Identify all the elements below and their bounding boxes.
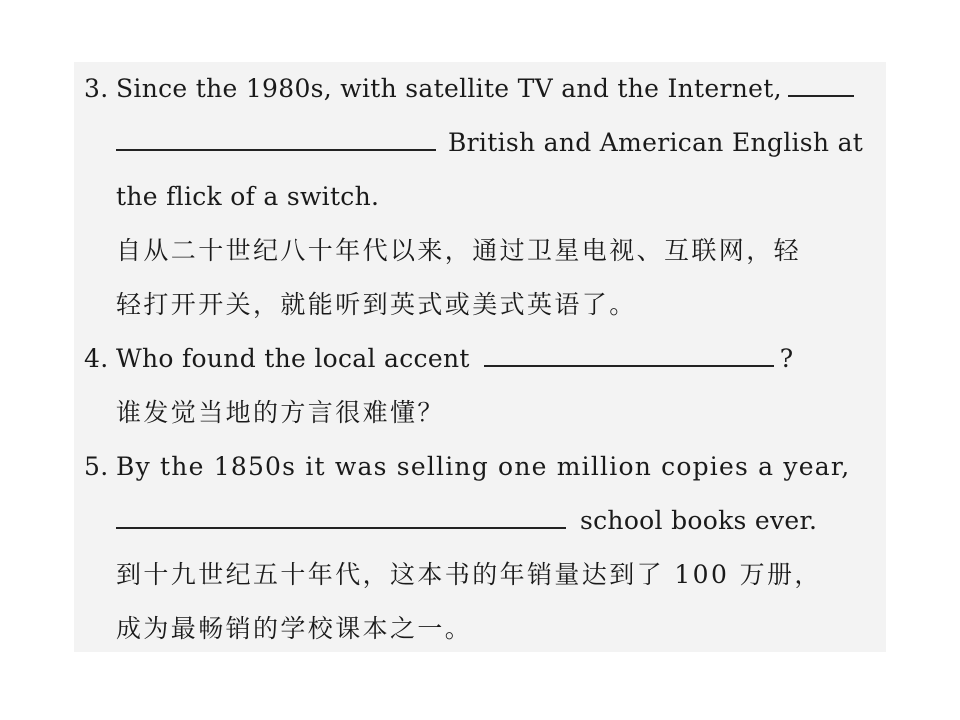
item-3-line-2: [116, 127, 863, 159]
item-number: 5.: [84, 452, 109, 481]
item-3-english-text-1: Since the 1980s, with satellite TV and the Internet,: [116, 74, 782, 103]
item-3-line-1: [84, 73, 860, 105]
item-3-chinese-text-1: 自从二十世纪八十年代以来，通过卫星电视、互联网，轻: [116, 236, 802, 265]
answer-blank-4[interactable]: [484, 345, 774, 367]
item-5-chinese-line-2: [116, 613, 472, 645]
item-number: 3.: [84, 74, 109, 103]
item-5-line-1: [84, 451, 850, 483]
item-5-line-2: [116, 505, 817, 537]
item-5-english-text-1: By the 1850s it was selling one million copies a year,: [116, 452, 851, 481]
item-5-chinese-line-1: [116, 559, 822, 591]
item-5-chinese-text-2: 成为最畅销的学校课本之一。: [116, 614, 473, 643]
item-number: 4.: [84, 344, 109, 373]
item-3-line-3: [116, 181, 379, 213]
answer-blank-3a[interactable]: [788, 75, 854, 97]
item-5-english-text-2: school books ever.: [580, 506, 818, 535]
item-3-english-text-3: the flick of a switch.: [116, 182, 380, 211]
item-3-chinese-line-2: [116, 289, 637, 321]
item-4-chinese-line-1: [116, 397, 445, 429]
answer-blank-3b[interactable]: [116, 129, 436, 151]
item-5-chinese-text-1: 到十九世纪五十年代，这本书的年销量达到了 100 万册，: [116, 560, 822, 589]
item-4-line-1: [84, 343, 793, 375]
item-4-english-text: Who found the local accent: [116, 344, 470, 373]
item-3-chinese-text-2: 轻打开开关，就能听到英式或美式英语了。: [116, 290, 637, 319]
item-4-chinese-text: 谁发觉当地的方言很难懂？: [116, 398, 445, 427]
item-3-english-text-2: British and American English at: [448, 128, 864, 157]
question-mark: ?: [779, 344, 794, 373]
item-3-chinese-line-1: [116, 235, 801, 267]
answer-blank-5[interactable]: [116, 507, 566, 529]
